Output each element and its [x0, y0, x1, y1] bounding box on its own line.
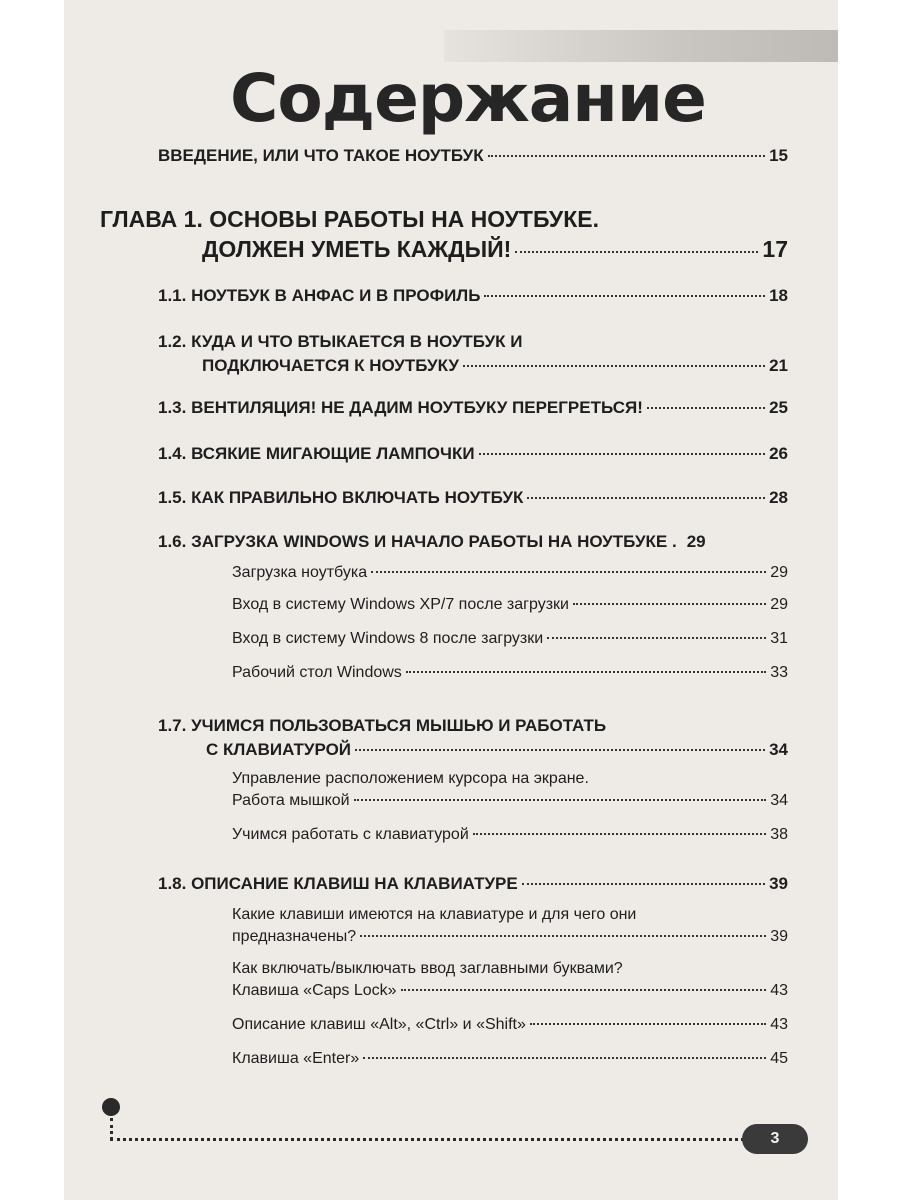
toc-sub-entry[interactable] — [232, 630, 788, 648]
toc-entry-label: Загрузка ноутбука — [232, 564, 368, 581]
page-number-badge: 3 — [742, 1124, 808, 1154]
page-title: Содержание — [230, 60, 706, 137]
toc-sub-entry-line1[interactable]: Как включать/выключать ввод заглавными буквами? — [232, 960, 623, 977]
table-of-contents — [64, 0, 838, 1200]
toc-entry-label: 1.3. ВЕНТИЛЯЦИЯ! НЕ ДАДИМ НОУТБУКУ ПЕРЕГРЕТЬСЯ! — [158, 398, 643, 417]
toc-entry-1-5[interactable] — [158, 488, 788, 508]
toc-sub-entry-line1[interactable]: Управление расположением курсора на экране. — [232, 770, 589, 787]
leader-dots — [530, 1023, 766, 1025]
toc-entry-1-3[interactable] — [158, 398, 788, 418]
toc-entry-1-1[interactable] — [158, 286, 788, 306]
toc-page-number: 29 — [686, 532, 706, 551]
toc-entry-1-8[interactable] — [158, 874, 788, 894]
leader-dots — [522, 883, 765, 885]
toc-page-number: 21 — [769, 356, 788, 375]
toc-page-number: 28 — [769, 488, 788, 507]
toc-entry-1-4[interactable] — [158, 444, 788, 464]
toc-entry-label: предназначены? — [232, 928, 357, 945]
toc-sub-entry[interactable] — [232, 1016, 788, 1034]
leader-dots — [573, 603, 766, 605]
leader-dots — [647, 407, 765, 409]
toc-sub-entry[interactable] — [232, 1050, 788, 1068]
toc-page-number: 29 — [770, 596, 788, 613]
toc-page-number: 39 — [769, 874, 788, 893]
footer-dotted-line-vertical — [110, 1118, 113, 1140]
toc-entry-1-6[interactable] — [158, 532, 788, 552]
leader-dots — [473, 833, 766, 835]
toc-page-number: 17 — [762, 236, 788, 262]
toc-sub-entry[interactable] — [232, 826, 788, 844]
toc-sub-entry[interactable] — [232, 982, 788, 1000]
toc-page-number: 43 — [770, 982, 788, 999]
leader-dots — [547, 637, 766, 639]
leader-dots — [363, 1057, 766, 1059]
toc-entry-1-7-line1[interactable]: 1.7. УЧИМСЯ ПОЛЬЗОВАТЬСЯ МЫШЬЮ И РАБОТАТЬ — [158, 716, 607, 735]
toc-entry-label: 1.1. НОУТБУК В АНФАС И В ПРОФИЛЬ — [158, 286, 481, 305]
footer-dotted-line — [110, 1138, 780, 1141]
toc-page-number: 39 — [770, 928, 788, 945]
toc-page-number: 18 — [769, 286, 788, 305]
toc-sub-entry[interactable] — [232, 596, 788, 614]
toc-entry-label: Описание клавиш «Alt», «Ctrl» и «Shift» — [232, 1016, 526, 1033]
toc-page-number: 25 — [769, 398, 788, 417]
toc-entry-label: Вход в систему Windows XP/7 после загрузки — [232, 596, 569, 613]
book-page — [64, 0, 838, 1200]
toc-entry-label: ПОДКЛЮЧАЕТСЯ К НОУТБУКУ — [202, 356, 459, 375]
leader-dots — [488, 155, 765, 157]
toc-page-number: 34 — [770, 792, 788, 809]
toc-entry-label: Учимся работать с клавиатурой — [232, 826, 469, 843]
leader-dots — [515, 251, 758, 253]
toc-page-number: 45 — [770, 1050, 788, 1067]
toc-page-number: 31 — [770, 630, 788, 647]
leader-dots — [406, 671, 766, 673]
toc-entry-label: Вход в систему Windows 8 после загрузки — [232, 630, 544, 647]
chapter-title-line2: ДОЛЖЕН УМЕТЬ КАЖДЫЙ! — [202, 236, 512, 262]
toc-sub-entry[interactable] — [232, 792, 788, 810]
leader-dots — [354, 799, 767, 801]
toc-page-number: 38 — [770, 826, 788, 843]
toc-page-number: 29 — [770, 564, 788, 581]
toc-entry-1-2[interactable] — [202, 356, 788, 376]
toc-entry-label: Клавиша «Caps Lock» — [232, 982, 397, 999]
bullet-icon — [102, 1098, 120, 1116]
toc-entry-1-7[interactable] — [206, 740, 788, 760]
toc-page-number: 26 — [769, 444, 788, 463]
leader-dots — [360, 935, 766, 937]
toc-entry-label: 1.6. ЗАГРУЗКА WINDOWS И НАЧАЛО РАБОТЫ НА НОУТБУКЕ . — [158, 532, 677, 551]
toc-entry-chapter-1[interactable] — [202, 236, 788, 263]
toc-sub-entry-line1[interactable]: Какие клавиши имеются на клавиатуре и для чего они — [232, 906, 637, 923]
toc-entry-label: 1.8. ОПИСАНИЕ КЛАВИШ НА КЛАВИАТУРЕ — [158, 874, 518, 893]
toc-entry-label: Работа мышкой — [232, 792, 350, 809]
toc-entry-label: С КЛАВИАТУРОЙ — [206, 740, 352, 759]
toc-entry-label: 1.4. ВСЯКИЕ МИГАЮЩИЕ ЛАМПОЧКИ — [158, 444, 475, 463]
leader-dots — [401, 989, 767, 991]
leader-dots — [479, 453, 766, 455]
toc-entry-label: ВВЕДЕНИЕ, ИЛИ ЧТО ТАКОЕ НОУТБУК — [158, 146, 484, 165]
toc-entry-label: 1.5. КАК ПРАВИЛЬНО ВКЛЮЧАТЬ НОУТБУК — [158, 488, 524, 507]
toc-page-number: 43 — [770, 1016, 788, 1033]
toc-entry-intro[interactable] — [158, 146, 788, 166]
toc-page-number: 15 — [769, 146, 788, 165]
toc-page-number: 33 — [770, 664, 788, 681]
toc-sub-entry[interactable] — [232, 928, 788, 946]
chapter-title-line1[interactable]: ГЛАВА 1. ОСНОВЫ РАБОТЫ НА НОУТБУКЕ. — [100, 206, 600, 232]
leader-dots — [484, 295, 765, 297]
leader-dots — [355, 749, 765, 751]
leader-dots — [371, 571, 766, 573]
leader-dots — [527, 497, 765, 499]
toc-entry-label: Клавиша «Enter» — [232, 1050, 360, 1067]
toc-entry-label: Рабочий стол Windows — [232, 664, 402, 681]
toc-sub-entry[interactable] — [232, 664, 788, 682]
toc-page-number: 34 — [769, 740, 788, 759]
toc-entry-1-2-line1[interactable]: 1.2. КУДА И ЧТО ВТЫКАЕТСЯ В НОУТБУК И — [158, 332, 523, 351]
toc-sub-entry[interactable] — [232, 564, 788, 582]
leader-dots — [463, 365, 765, 367]
